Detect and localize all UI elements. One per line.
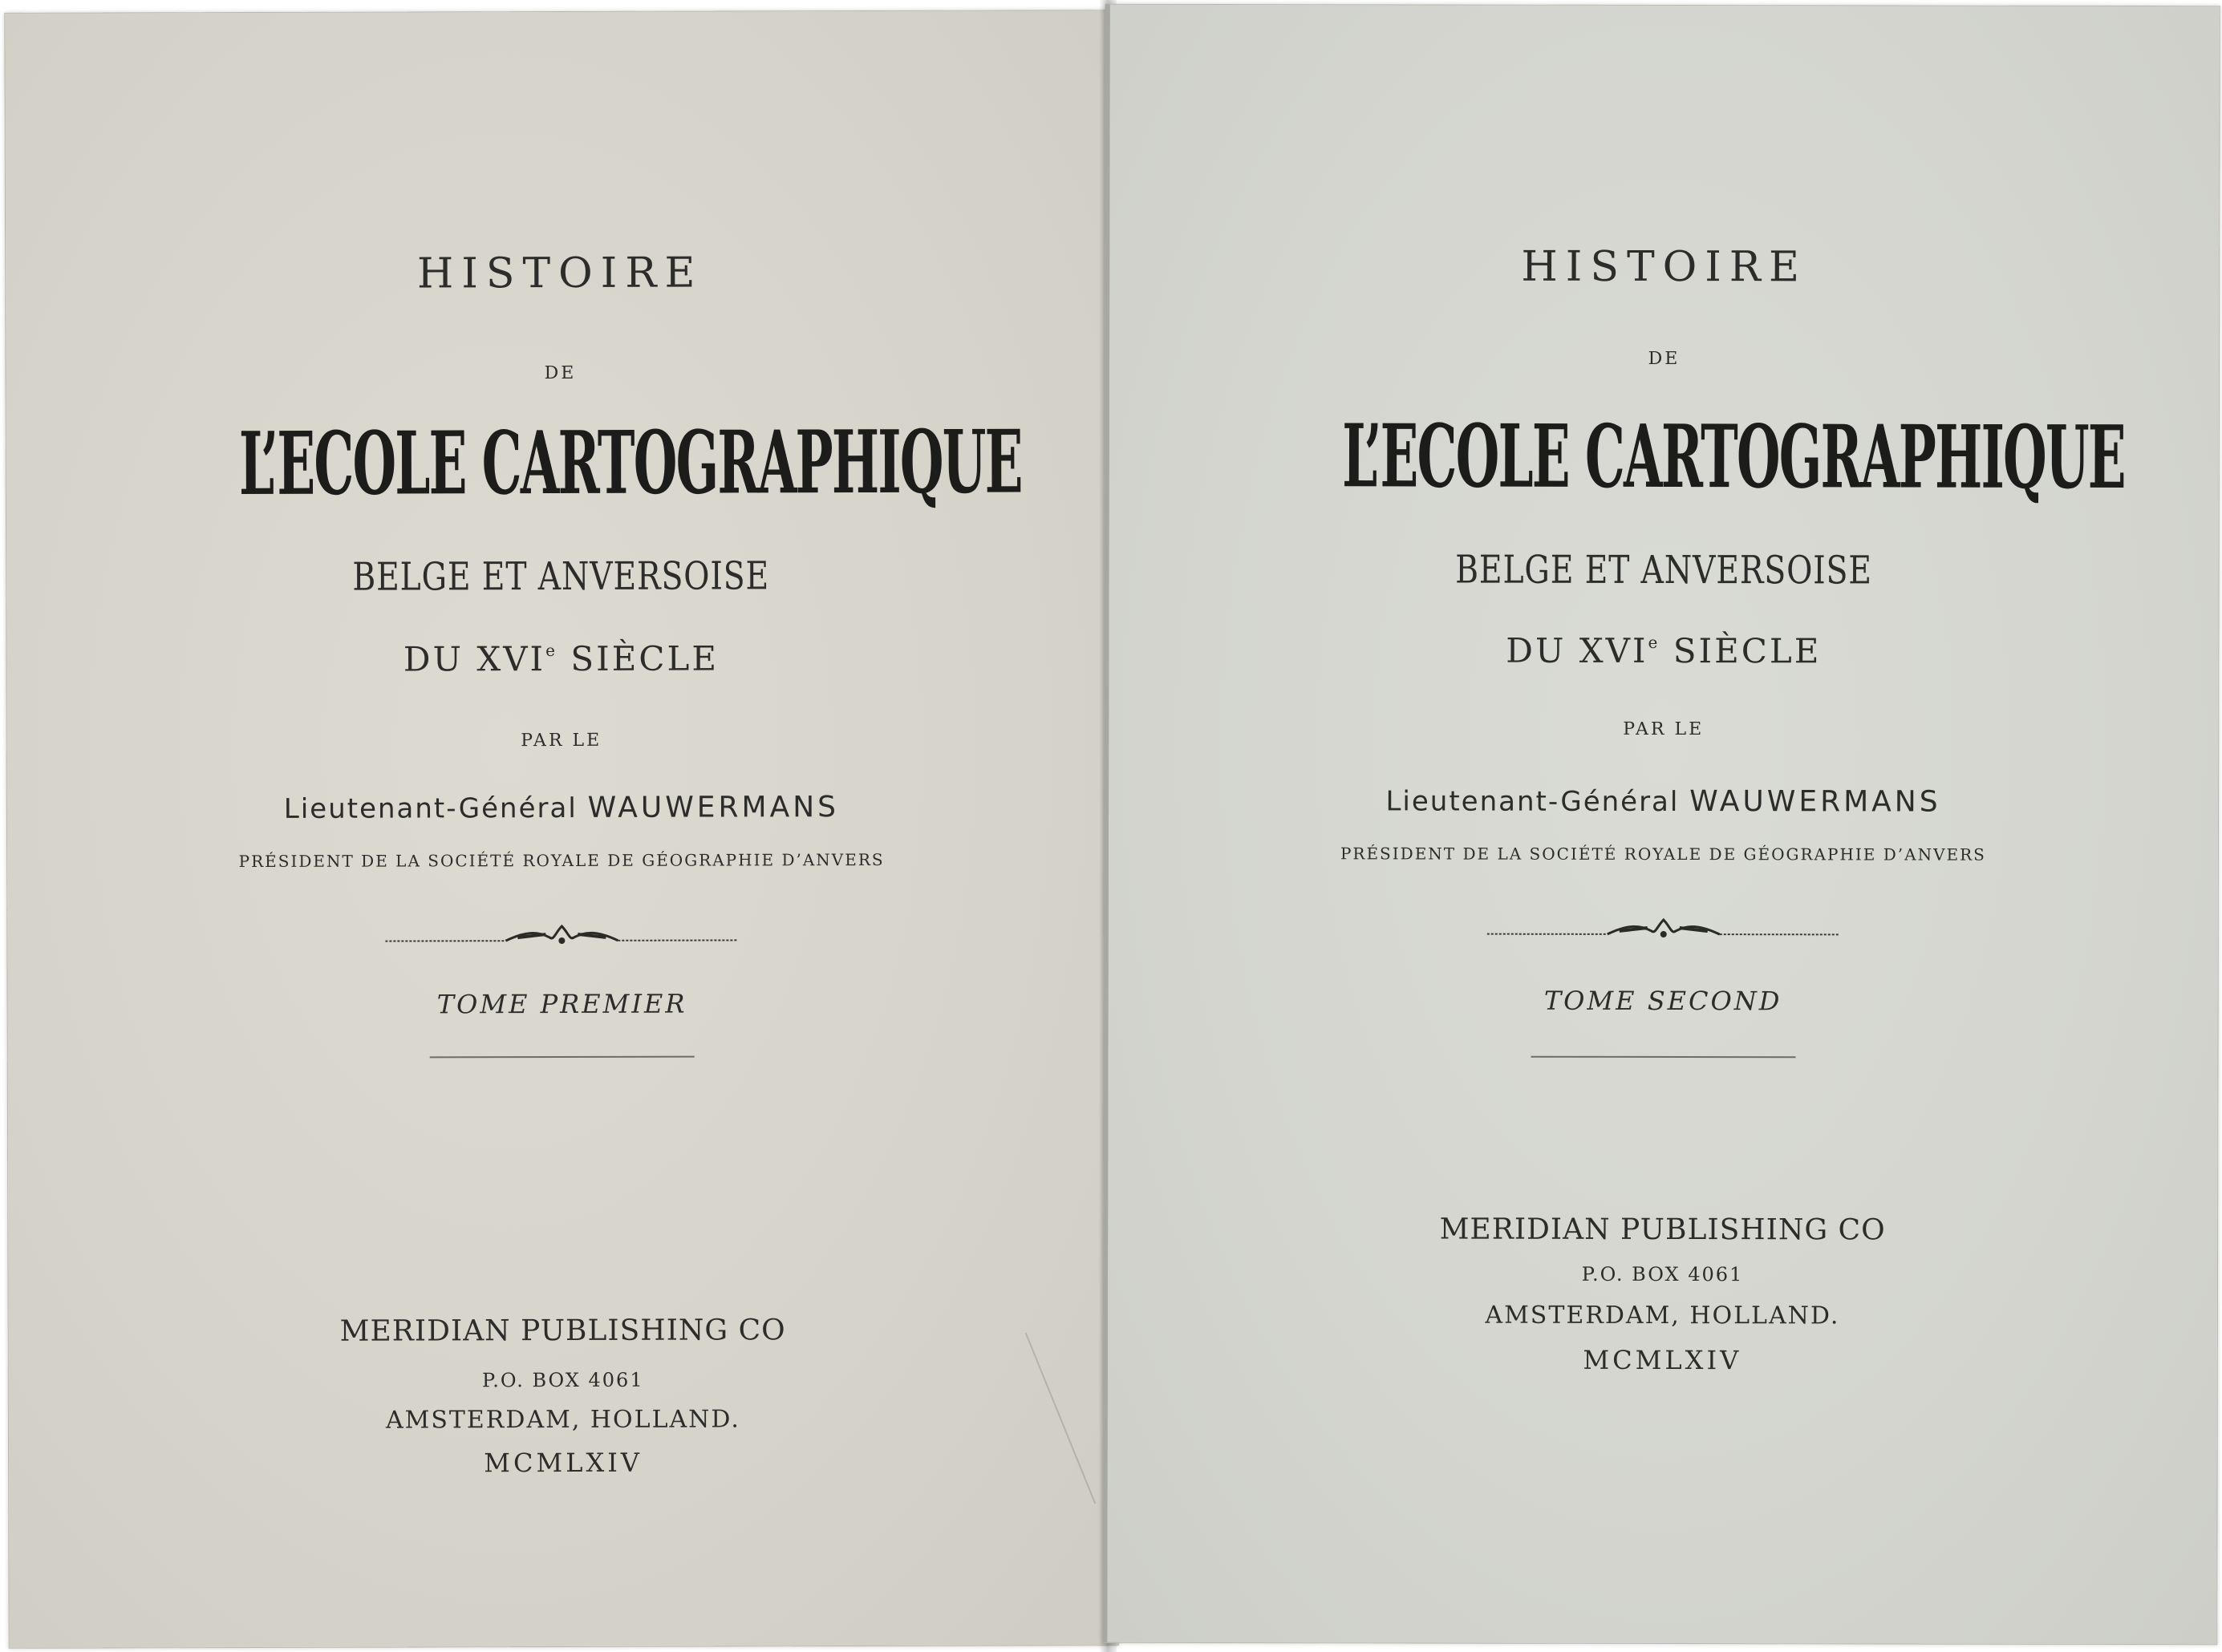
century-prefix: DU XVI [403,639,546,679]
subtitle: BELGE ET ANVERSOISE [1455,547,1872,593]
publication-year: MCMLXIV [484,1447,643,1479]
by-line: PAR LE [521,730,602,751]
volume-label: TOME SECOND [1543,985,1782,1017]
publisher-name: MERIDIAN PUBLISHING CO [1439,1213,1886,1247]
ornament-scroll-icon [1486,910,1839,951]
century-line [1109,630,2218,671]
title-de: DE [544,362,577,384]
ornament-scroll-icon [385,916,738,957]
author-line [7,790,1116,826]
author-name: WAUWERMANS [587,791,840,824]
author-rank: Lieutenant-Général [283,792,588,825]
author-rank: Lieutenant-Général [1385,785,1690,819]
century-superscript: e [545,641,558,661]
title-histoire: HISTOIRE [416,249,703,298]
title-de: DE [1648,348,1681,370]
title-main: L’ECOLE CARTOGRAPHIQUE [1342,406,2125,509]
author-role: PRÉSIDENT DE LA SOCIÉTÉ ROYALE DE GÉOGRAPHIE D’ANVERS [238,849,885,872]
publisher-city: AMSTERDAM, HOLLAND. [1485,1301,1840,1330]
book-cover-volume-1 [4,10,1118,1649]
volume-label: TOME PREMIER [436,988,687,1020]
title-histoire: HISTOIRE [1521,242,1807,292]
publisher-po-box: P.O. BOX 4061 [1581,1262,1744,1286]
century-prefix: DU XVI [1506,630,1648,670]
author-role: PRÉSIDENT DE LA SOCIÉTÉ ROYALE DE GÉOGRAPHIE D’ANVERS [1340,844,1986,864]
publisher-name: MERIDIAN PUBLISHING CO [339,1314,786,1348]
by-line: PAR LE [1623,719,1705,740]
divider-rule [430,1056,695,1059]
title-main: L’ECOLE CARTOGRAPHIQUE [238,411,1022,516]
subtitle: BELGE ET ANVERSOISE [352,553,770,600]
century-superscript: e [1648,632,1660,652]
publisher-city: AMSTERDAM, HOLLAND. [385,1405,740,1435]
author-line [1109,784,2218,819]
divider-rule [1531,1056,1795,1059]
author-name: WAUWERMANS [1689,785,1941,819]
publication-year: MCMLXIV [1583,1344,1742,1376]
century-suffix: SIÈCLE [557,638,720,679]
book-cover-volume-2 [1102,4,2220,1645]
century-suffix: SIÈCLE [1660,630,1822,671]
publisher-po-box: P.O. BOX 4061 [481,1368,644,1392]
century-line [6,638,1115,680]
